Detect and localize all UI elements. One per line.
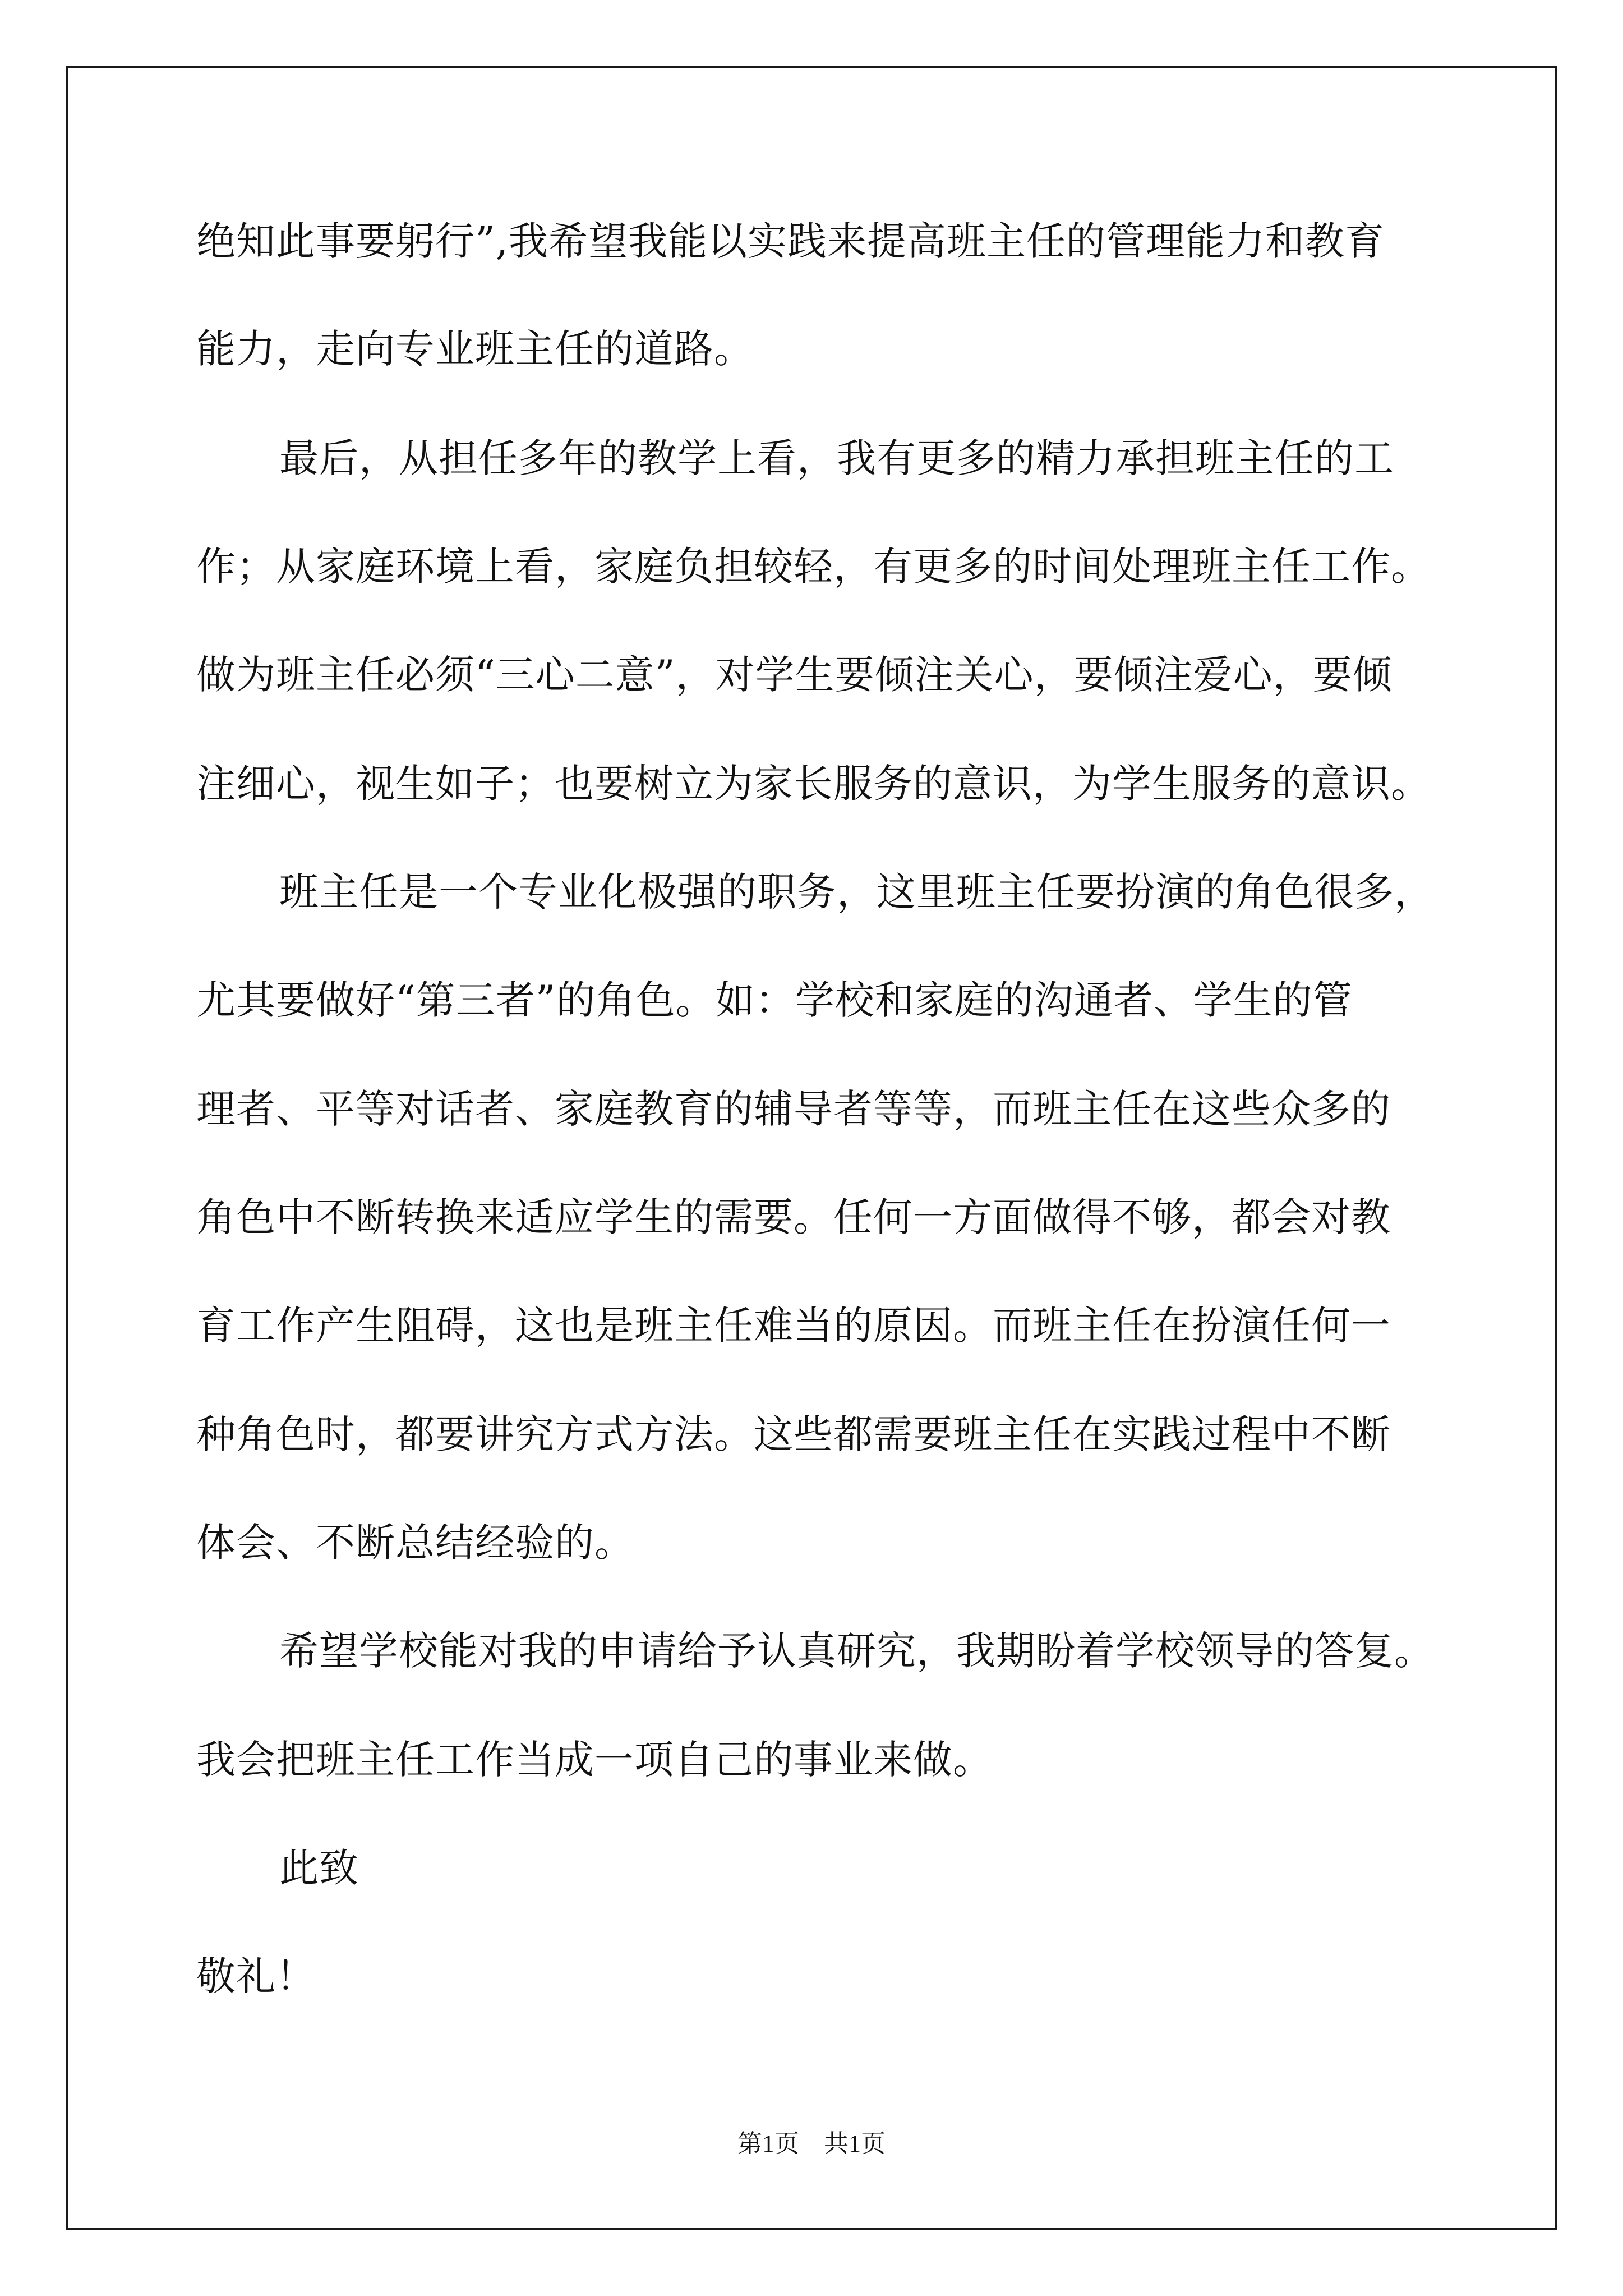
body-line: 种角色时，都要讲究方式方法。这些都需要班主任在实践过程中不断 <box>196 1411 1391 1457</box>
body-line: 最后，从担任多年的教学上看，我有更多的精力承担班主任的工 <box>279 435 1394 481</box>
body-line: 班主任是一个专业化极强的职务，这里班主任要扮演的角色很多， <box>279 869 1434 915</box>
body-line: 育工作产生阻碍，这也是班主任难当的原因。而班主任在扮演任何一 <box>196 1303 1391 1349</box>
body-line: 能力，走向专业班主任的道路。 <box>196 326 754 372</box>
body-line: 注细心，视生如子；也要树立为家长服务的意识，为学生服务的意识。 <box>196 761 1431 807</box>
page-number: 第1页 共1页 <box>737 2130 886 2157</box>
body-line: 体会、不断总结经验的。 <box>196 1520 634 1566</box>
body-line: 角色中不断转换来适应学生的需要。任何一方面做得不够，都会对教 <box>196 1194 1391 1240</box>
body-line: 理者、平等对话者、家庭教育的辅导者等等，而班主任在这些众多的 <box>196 1086 1391 1132</box>
body-line: 绝知此事要躬行”,我希望我能以实践来提高班主任的管理能力和教育 <box>196 218 1385 264</box>
body-line: 做为班主任必须“三心二意”，对学生要倾注关心，要倾注爱心，要倾 <box>196 652 1393 698</box>
page-border <box>66 66 1557 2230</box>
closing-regards: 敬礼！ <box>196 1953 316 1999</box>
body-line: 我会把班主任工作当成一项自己的事业来做。 <box>196 1737 993 1783</box>
body-line: 希望学校能对我的申请给予认真研究，我期盼着学校领导的答复。 <box>279 1628 1434 1674</box>
closing-salutation: 此致 <box>279 1845 359 1891</box>
body-line: 作；从家庭环境上看，家庭负担较轻，有更多的时间处理班主任工作。 <box>196 544 1431 590</box>
body-line: 尤其要做好“第三者”的角色。如：学校和家庭的沟通者、学生的管 <box>196 977 1353 1023</box>
